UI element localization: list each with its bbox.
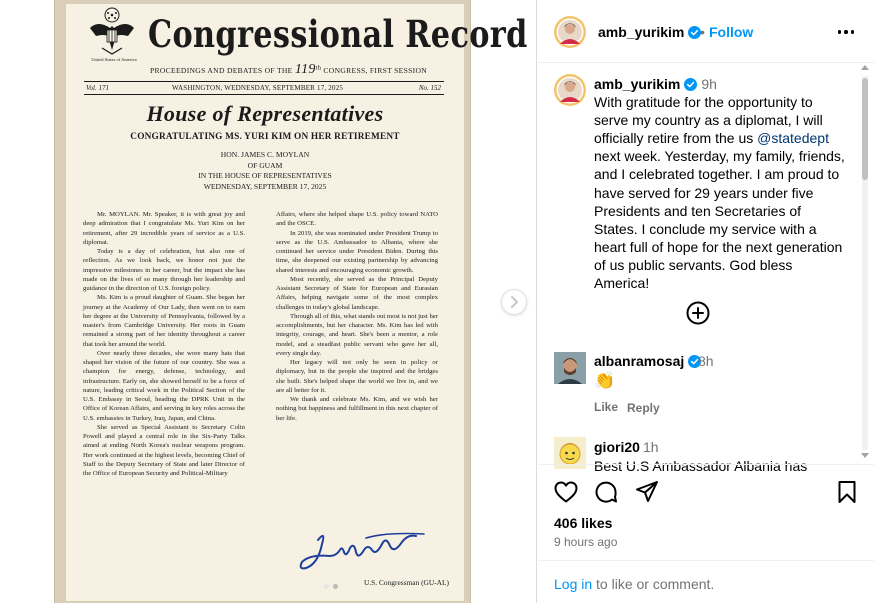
paragraph: Most recently, she served as the Principal Deputy Assistant Secretary of State for European and Eurasian Affairs, helping navigate some of the most complex challenges in today's global landscape. bbox=[276, 275, 438, 311]
likes-count[interactable]: 406 likes bbox=[554, 515, 613, 531]
chevron-right-icon bbox=[509, 296, 519, 308]
more-options-button[interactable] bbox=[834, 20, 858, 44]
profile-photo-icon bbox=[554, 352, 586, 384]
speaker-block bbox=[66, 150, 464, 192]
paragraph: Ms. Kim is a proud daughter of Guam. She began her journey at the Academy of Our Lady, then went on to earn her degree at the University of Pennsylvania, followed by a master's from Cambridge University. Her roots in Guam remained a strong part of her identity throughout a career that took her around the world. bbox=[83, 294, 245, 348]
chamber-heading: House of Representatives bbox=[146, 101, 384, 126]
comment-username[interactable]: giori20 bbox=[594, 439, 640, 455]
login-link[interactable]: Log in bbox=[554, 576, 593, 592]
post-caption bbox=[594, 75, 846, 292]
comment-text: 👏 bbox=[594, 371, 616, 390]
paragraph: We thank and celebrate Ms. Kim, and we wish her nothing but happiness and fulfillment in this next chapter of her life. bbox=[276, 396, 438, 422]
post-actions bbox=[538, 464, 874, 603]
speaker-line: IN THE HOUSE OF REPRESENTATIVES bbox=[198, 171, 332, 181]
scroll-up-arrow-icon[interactable] bbox=[861, 65, 869, 70]
post-author-username[interactable] bbox=[598, 24, 701, 40]
carousel-dots bbox=[324, 584, 338, 589]
comment-icon[interactable] bbox=[593, 479, 619, 505]
more-dot-icon bbox=[838, 30, 842, 34]
paragraph: She served as Special Assistant to Secretary Colin Powell and played a central role in the Six-Party Talks aimed at ending North Korea's nuclear weapons program. Her work continued at the highest levels, becoming Chief of Staff to the Deputy Secretary of State and later Director of the Office of European Security and Political-Military bbox=[83, 423, 245, 477]
speaker-line: WEDNESDAY, SEPTEMBER 17, 2025 bbox=[203, 181, 327, 191]
comment-username[interactable] bbox=[594, 353, 701, 369]
avatar[interactable] bbox=[554, 352, 586, 384]
speaker-line: HON. JAMES C. MOYLAN bbox=[220, 150, 310, 159]
caption-time[interactable]: 9h bbox=[701, 76, 717, 92]
profile-photo-icon bbox=[554, 74, 586, 106]
paragraph: Mr. MOYLAN. Mr. Speaker, it is with great joy and deep admiration that I congratulate Ms. Yuri Kim on her retirement, after 29 incredible years of service as a U.S. diplomat. bbox=[83, 211, 245, 246]
verified-badge-icon bbox=[684, 78, 697, 91]
caption-username[interactable]: amb_yurikim bbox=[594, 76, 681, 92]
post-side-panel bbox=[538, 0, 874, 603]
carousel-dot bbox=[333, 584, 338, 589]
follow-button[interactable]: Follow bbox=[709, 24, 754, 40]
comments-section[interactable] bbox=[538, 64, 874, 474]
heart-icon[interactable] bbox=[553, 479, 579, 505]
masthead-title: Congressional Record bbox=[148, 12, 528, 56]
login-prompt bbox=[538, 560, 874, 592]
comment-time[interactable]: 1h bbox=[643, 439, 659, 455]
comment-time[interactable]: 8h bbox=[698, 353, 714, 369]
carousel-dot-active bbox=[324, 584, 329, 589]
post-time-ago[interactable]: 9 hours ago bbox=[554, 535, 618, 549]
more-dot-icon bbox=[851, 30, 855, 34]
comment-text: Best U.S Ambassador Albania has bbox=[594, 458, 808, 474]
seal-caption: United States of America bbox=[91, 57, 137, 62]
paragraph: Her legacy will not only be seen in policy or diplomacy, but in the people she inspired and the bridges she built. She's helped shape the world we live in, and we are all better for it. bbox=[276, 359, 438, 394]
more-dot-icon bbox=[844, 30, 848, 34]
text-column-left bbox=[83, 210, 245, 478]
proceedings-suffix: CONGRESS, FIRST SESSION bbox=[323, 66, 428, 75]
post-header bbox=[538, 0, 874, 63]
paragraph: Affairs, where she helped shape U.S. policy toward NATO and the OSCE. bbox=[276, 211, 438, 228]
scrollbar-thumb[interactable] bbox=[862, 78, 868, 180]
congress-number: 119 bbox=[294, 62, 316, 77]
comment-like-button[interactable]: Like bbox=[594, 400, 619, 414]
comments-scrollbar[interactable] bbox=[860, 64, 870, 462]
caption-text: With gratitude for the opportunity to serve my country as a diplomat, I will officially retire from the us bbox=[594, 94, 823, 147]
comment-reply-button[interactable]: Reply bbox=[627, 401, 660, 415]
eagle-seal-icon bbox=[88, 6, 136, 58]
volume-label: Vol. 171 bbox=[86, 84, 109, 92]
share-icon[interactable] bbox=[634, 479, 660, 505]
dateline-bar bbox=[84, 81, 444, 95]
record-headline: CONGRATULATING MS. YURI KIM ON HER RETIREMENT bbox=[130, 132, 400, 142]
caption-text: next week. Yesterday, my family, friends, and I celebrated together. I am proud to have served for 29 years under five Presidents and ten Secretaries of States. I conclude my service with a heart full of hope for the next generation of us public servants. God bless America! bbox=[594, 148, 845, 292]
congressional-record-page bbox=[66, 4, 528, 601]
issue-number: No. 152 bbox=[418, 84, 441, 92]
congress-suffix: th bbox=[315, 64, 322, 72]
author-name[interactable]: amb_yurikim bbox=[598, 24, 685, 40]
paragraph: Through all of this, what stands out most is not just her accomplishments, but her character. Ms. Kim has led with integrity, courage, and heart. She's been a mentor, a role model, and a steadfast public servant who gave her all, every single day. bbox=[276, 312, 438, 357]
comment-author[interactable]: albanramosaj bbox=[594, 353, 685, 369]
dateline: WASHINGTON, WEDNESDAY, SEPTEMBER 17, 2025 bbox=[172, 84, 344, 92]
load-more-comments-icon[interactable] bbox=[686, 301, 710, 325]
profile-photo-icon bbox=[554, 16, 586, 48]
proceedings-line bbox=[150, 62, 427, 78]
text-column-right bbox=[276, 210, 438, 423]
paragraph: In 2019, she was nominated under President Trump to serve as the U.S. Ambassador to Albania, where she continued her service under President Biden. During this time, she deepened our existing partnership by advancing shared interests and encouraging economic growth. bbox=[276, 229, 438, 274]
signature-image bbox=[296, 524, 436, 579]
mention-link[interactable]: @statedept bbox=[757, 130, 829, 147]
avatar[interactable] bbox=[554, 16, 586, 48]
login-prompt-text: to like or comment. bbox=[592, 576, 715, 592]
speaker-line: OF GUAM bbox=[247, 160, 283, 170]
proceedings-prefix: PROCEEDINGS AND DEBATES OF THE bbox=[150, 66, 293, 75]
avatar[interactable] bbox=[554, 74, 586, 106]
separator-dot: • bbox=[700, 24, 705, 40]
scroll-down-arrow-icon[interactable] bbox=[861, 453, 869, 458]
signature-caption: U.S. Congressman (GU-AL) bbox=[364, 578, 449, 587]
paragraph: Today is a day of celebration, but also one of reflection. As we look back, we honor not just the impressive milestones in her career, but the impact she has made on the lives of so many through her leadership and guidance in the direction of U.S. foreign policy. bbox=[83, 248, 245, 292]
bookmark-icon[interactable] bbox=[834, 479, 860, 505]
paragraph: Over nearly three decades, she wore many hats that shaped her vision of the future of our country. She was a champion for energy, defense, technology, and infrastructure. Early on, she showed herself to be a force of nature, leading critical work in the Political Section of the U.S. Embassy in Seoul, heading the DPRK Unit in the Office of Korean Affairs, and serving in key roles across the U.S. embassies in Turkey, Iraq, Japan, and China. bbox=[83, 349, 245, 422]
next-slide-button[interactable] bbox=[501, 289, 527, 315]
